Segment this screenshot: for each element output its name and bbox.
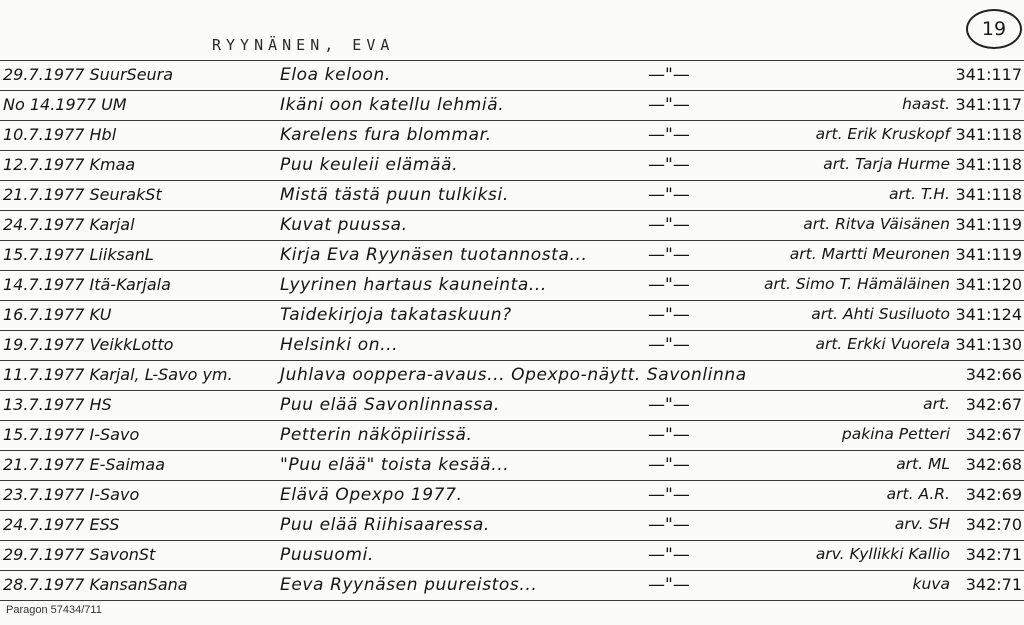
entry-date-source: 11.7.1977 Karjal, L-Savo ym.: [3, 365, 233, 384]
entry-title: Puu elää Riihisaaressa.: [280, 515, 490, 535]
entry-reference: 342:71: [965, 545, 1022, 564]
entry-reference: 341:119: [955, 215, 1022, 234]
entry-ditto-mark: —"—: [648, 95, 690, 115]
entry-title: Taidekirjoja takataskuun?: [280, 305, 512, 325]
entry-date-source: 12.7.1977 Kmaa: [3, 155, 136, 174]
list-item: [0, 120, 1024, 150]
entry-author: arv. Kyllikki Kallio: [815, 545, 950, 563]
entry-author: art. A.R.: [886, 485, 950, 503]
entry-title: Juhlava ooppera-avaus... Opexpo-näytt. Savonlinna: [280, 365, 747, 385]
list-item: [0, 210, 1024, 240]
entry-title: Kirja Eva Ryynäsen tuotannosta...: [280, 245, 588, 265]
entry-ditto-mark: —"—: [648, 275, 690, 295]
entry-ditto-mark: —"—: [648, 65, 690, 85]
entry-ditto-mark: —"—: [648, 305, 690, 325]
list-item: [0, 510, 1024, 540]
list-item: [0, 390, 1024, 420]
entry-reference: 341:117: [955, 95, 1022, 114]
entry-reference: 342:67: [965, 425, 1022, 444]
entry-ditto-mark: —"—: [648, 575, 690, 595]
entry-date-source: 28.7.1977 KansanSana: [3, 575, 188, 594]
entry-reference: 341:117: [955, 65, 1022, 84]
entry-author: art. Tarja Hurme: [823, 155, 950, 173]
page-number-badge: [966, 9, 1022, 49]
entry-title: Puu keuleii elämää.: [280, 155, 459, 175]
entry-date-source: 21.7.1977 SeurakSt: [3, 185, 162, 204]
entry-author: art. Ahti Susiluoto: [811, 305, 950, 323]
entry-date-source: 10.7.1977 Hbl: [3, 125, 117, 144]
entry-reference: 342:67: [965, 395, 1022, 414]
entry-date-source: 14.7.1977 Itä-Karjala: [3, 275, 171, 294]
entry-date-source: 15.7.1977 LiiksanL: [3, 245, 154, 264]
list-item: [0, 480, 1024, 510]
entry-ditto-mark: —"—: [648, 425, 690, 445]
entry-reference: 342:69: [965, 485, 1022, 504]
entry-date-source: No 14.1977 UM: [3, 95, 127, 114]
entry-date-source: 23.7.1977 I-Savo: [3, 485, 140, 504]
entry-date-source: 29.7.1977 SavonSt: [3, 545, 156, 564]
entry-title: Eloa keloon.: [280, 65, 391, 85]
entry-ditto-mark: —"—: [648, 485, 690, 505]
entry-reference: 341:130: [955, 335, 1022, 354]
list-item: [0, 60, 1024, 90]
list-item: [0, 90, 1024, 120]
entry-author: art. Ritva Väisänen: [803, 215, 950, 233]
entry-date-source: 24.7.1977 Karjal: [3, 215, 135, 234]
entry-date-source: 15.7.1977 I-Savo: [3, 425, 140, 444]
entry-reference: 342:66: [965, 365, 1022, 384]
list-item: [0, 360, 1024, 390]
entry-date-source: 16.7.1977 KU: [3, 305, 112, 324]
entry-date-source: 21.7.1977 E-Saimaa: [3, 455, 165, 474]
entry-title: Lyyrinen hartaus kauneinta...: [280, 275, 547, 295]
entry-reference: 341:118: [955, 155, 1022, 174]
list-item: [0, 270, 1024, 300]
entry-author: arv. SH: [894, 515, 950, 533]
entry-ditto-mark: —"—: [648, 245, 690, 265]
list-item: [0, 450, 1024, 480]
card-footer: Paragon 57434/711: [6, 604, 102, 616]
list-item: [0, 330, 1024, 360]
entry-title: Elävä Opexpo 1977.: [280, 485, 463, 505]
entry-author: pakina Petteri: [841, 425, 950, 443]
entry-title: Helsinki on...: [280, 335, 399, 355]
entry-title: Mistä tästä puun tulkiksi.: [280, 185, 509, 205]
entry-reference: 341:118: [955, 185, 1022, 204]
entry-author: art. Erik Kruskopf: [815, 125, 950, 143]
entry-title: Eeva Ryynäsen puureistos...: [280, 575, 538, 595]
entry-author: art. Simo T. Hämäläinen: [764, 275, 950, 293]
entries-list: [0, 60, 1024, 601]
list-item: [0, 540, 1024, 570]
entry-reference: 341:120: [955, 275, 1022, 294]
entry-date-source: 13.7.1977 HS: [3, 395, 112, 414]
entry-title: Puusuomi.: [280, 545, 374, 565]
entry-title: "Puu elää" toista kesää...: [280, 455, 510, 475]
entry-author: art. Martti Meuronen: [789, 245, 950, 263]
entry-title: Ikäni oon katellu lehmiä.: [280, 95, 505, 115]
entry-ditto-mark: —"—: [648, 395, 690, 415]
list-item: [0, 570, 1024, 601]
entry-reference: 342:68: [965, 455, 1022, 474]
entry-reference: 342:71: [965, 575, 1022, 594]
list-item: [0, 240, 1024, 270]
card-header-name: RYYNÄNEN, EVA: [212, 36, 395, 54]
page-number: 19: [981, 18, 1007, 40]
entry-date-source: 24.7.1977 ESS: [3, 515, 120, 534]
entry-ditto-mark: —"—: [648, 185, 690, 205]
entry-author: art.: [923, 395, 950, 413]
entry-reference: 341:124: [955, 305, 1022, 324]
entry-date-source: 19.7.1977 VeikkLotto: [3, 335, 174, 354]
entry-ditto-mark: —"—: [648, 515, 690, 535]
entry-reference: 342:70: [965, 515, 1022, 534]
entry-author: haast.: [902, 95, 950, 113]
entry-author: art. ML: [896, 455, 950, 473]
entry-title: Karelens fura blommar.: [280, 125, 492, 145]
entry-ditto-mark: —"—: [648, 335, 690, 355]
entry-title: Kuvat puussa.: [280, 215, 408, 235]
entry-ditto-mark: —"—: [648, 125, 690, 145]
list-item: [0, 300, 1024, 330]
entry-reference: 341:119: [955, 245, 1022, 264]
entry-reference: 341:118: [955, 125, 1022, 144]
list-item: [0, 180, 1024, 210]
entry-ditto-mark: —"—: [648, 155, 690, 175]
entry-author: kuva: [912, 575, 950, 593]
entry-author: art. Erkki Vuorela: [815, 335, 950, 353]
list-item: [0, 150, 1024, 180]
entry-ditto-mark: —"—: [648, 455, 690, 475]
entry-ditto-mark: —"—: [648, 215, 690, 235]
entry-date-source: 29.7.1977 SuurSeura: [3, 65, 174, 84]
list-item: [0, 420, 1024, 450]
entry-title: Petterin näköpiirissä.: [280, 425, 473, 445]
entry-ditto-mark: —"—: [648, 545, 690, 565]
entry-title: Puu elää Savonlinnassa.: [280, 395, 500, 415]
entry-author: art. T.H.: [889, 185, 950, 203]
